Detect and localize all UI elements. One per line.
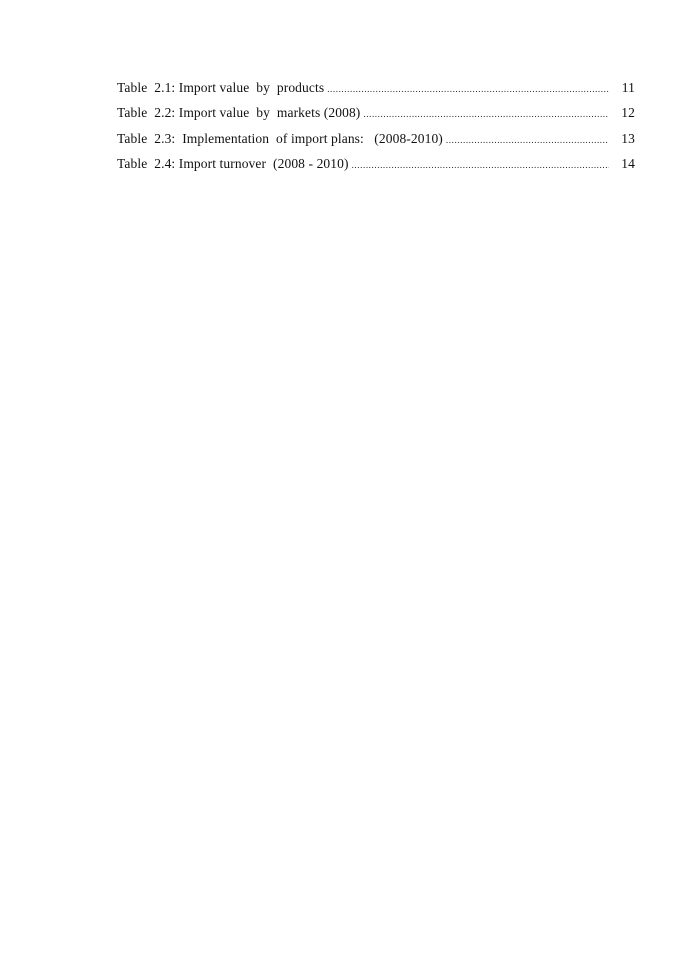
toc-entry-table-2-3[interactable] bbox=[117, 131, 635, 156]
toc-entry-page-number: 13 bbox=[621, 130, 635, 146]
toc-entry-page-number: 12 bbox=[621, 105, 635, 121]
toc-entry-table-2-1[interactable] bbox=[117, 80, 635, 105]
toc-entry-table-2-2[interactable] bbox=[117, 105, 635, 130]
dot-leader bbox=[446, 135, 609, 145]
list-of-tables bbox=[117, 80, 635, 181]
toc-entry-label: Table 2.2: Import value by markets (2008) bbox=[117, 105, 361, 121]
toc-entry-label: Table 2.4: Import turnover (2008 - 2010) bbox=[117, 155, 349, 171]
dot-leader bbox=[327, 84, 609, 94]
toc-entry-page-number: 11 bbox=[621, 80, 635, 95]
toc-entry-table-2-4[interactable] bbox=[117, 156, 635, 181]
toc-entry-label: Table 2.3: Implementation of import plans: (2008-2010) bbox=[117, 130, 443, 146]
toc-entry-page-number: 14 bbox=[621, 155, 635, 171]
dot-leader bbox=[363, 109, 609, 119]
toc-entry-label: Table 2.1: Import value by products bbox=[117, 80, 325, 95]
dot-leader bbox=[352, 160, 609, 170]
